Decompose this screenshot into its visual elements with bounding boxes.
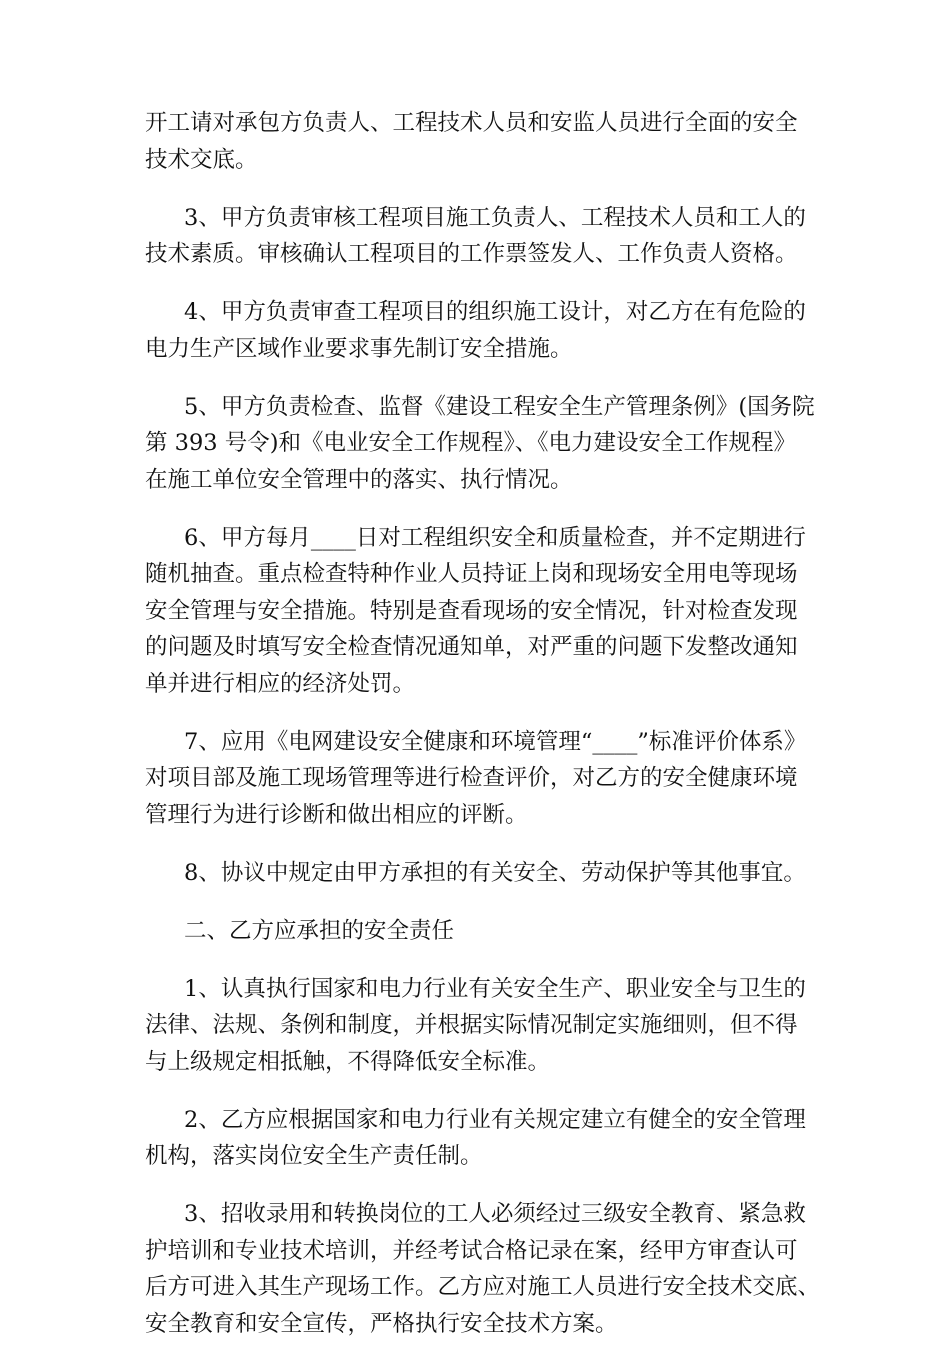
paragraph-item-8 [145, 855, 825, 892]
section-heading [145, 913, 825, 950]
text-line: 4、甲方负责审查工程项目的组织施工设计，对乙方在有危险的 [184, 299, 806, 325]
text-line: 对项目部及施工现场管理等进行检查评价，对乙方的安全健康环境 [145, 765, 798, 791]
text-line: 技术交底。 [145, 146, 258, 173]
paragraph-item-6 [145, 520, 825, 703]
text-line: 后方可进入其生产现场工作。乙方应对施工人员进行安全技术交底、 [145, 1274, 821, 1300]
text-line: 5、甲方负责检查、监督《建设工程安全生产管理条例》(国务院 [184, 393, 815, 420]
document-body [145, 105, 825, 1364]
text-line: 与上级规定相抵触，不得降低安全标准。 [145, 1048, 551, 1075]
text-line: 3、招收录用和转换岗位的工人必须经过三级安全教育、紧急救 [184, 1201, 806, 1227]
text-line: 安全管理与安全措施。特别是查看现场的安全情况，针对检查发现 [145, 597, 798, 624]
paragraph-b-item-3 [145, 1196, 825, 1342]
paragraph-item-3 [145, 200, 825, 273]
paragraph-b-item-2 [145, 1102, 825, 1175]
text-line: 法律、法规、条例和制度，并根据实际情况制定实施细则，但不得 [145, 1012, 798, 1038]
paragraph-continuation [145, 105, 825, 178]
text-line: 单并进行相应的经济处罚。 [145, 670, 416, 697]
text-line: 的问题及时填写安全检查情况通知单，对严重的问题下发整改通知 [145, 634, 798, 660]
text-line: 安全教育和安全宣传，严格执行安全技术方案。 [145, 1310, 618, 1337]
paragraph-item-4 [145, 294, 825, 367]
text-line: 随机抽查。重点检查特种作业人员持证上岗和现场安全用电等现场 [145, 561, 798, 587]
text-line: 2、乙方应根据国家和电力行业有关规定建立有健全的安全管理 [184, 1106, 806, 1133]
text-line: 电力生产区域作业要求事先制订安全措施。 [145, 335, 573, 362]
text-line: 二、乙方应承担的安全责任 [184, 917, 455, 944]
paragraph-item-5 [145, 389, 825, 499]
text-line: 机构，落实岗位安全生产责任制。 [145, 1143, 483, 1169]
text-line: 1、认真执行国家和电力行业有关安全生产、职业安全与卫生的 [184, 975, 806, 1002]
text-line: 在施工单位安全管理中的落实、执行情况。 [145, 466, 573, 493]
text-line: 护培训和专业技术培训，并经考试合格记录在案，经甲方审查认可 [145, 1237, 798, 1264]
text-line: 7、应用《电网建设安全健康和环境管理“____”标准评价体系》 [184, 728, 807, 755]
text-line: 8、协议中规定由甲方承担的有关安全、劳动保护等其他事宜。 [184, 859, 806, 886]
text-line: 3、甲方负责审核工程项目施工负责人、工程技术人员和工人的 [184, 204, 806, 231]
text-line: 技术素质。审核确认工程项目的工作票签发人、工作负责人资格。 [145, 241, 798, 267]
paragraph-item-7 [145, 724, 825, 834]
text-line: 第 393 号令)和《电业安全工作规程》、《电力建设安全工作规程》 [145, 430, 797, 456]
paragraph-b-item-1 [145, 971, 825, 1081]
text-line: 开工请对承包方负责人、工程技术人员和安监人员进行全面的安全 [145, 110, 798, 136]
text-line: 6、甲方每月____日对工程组织安全和质量检查，并不定期进行 [184, 524, 806, 551]
text-line: 管理行为进行诊断和做出相应的评断。 [145, 801, 528, 828]
